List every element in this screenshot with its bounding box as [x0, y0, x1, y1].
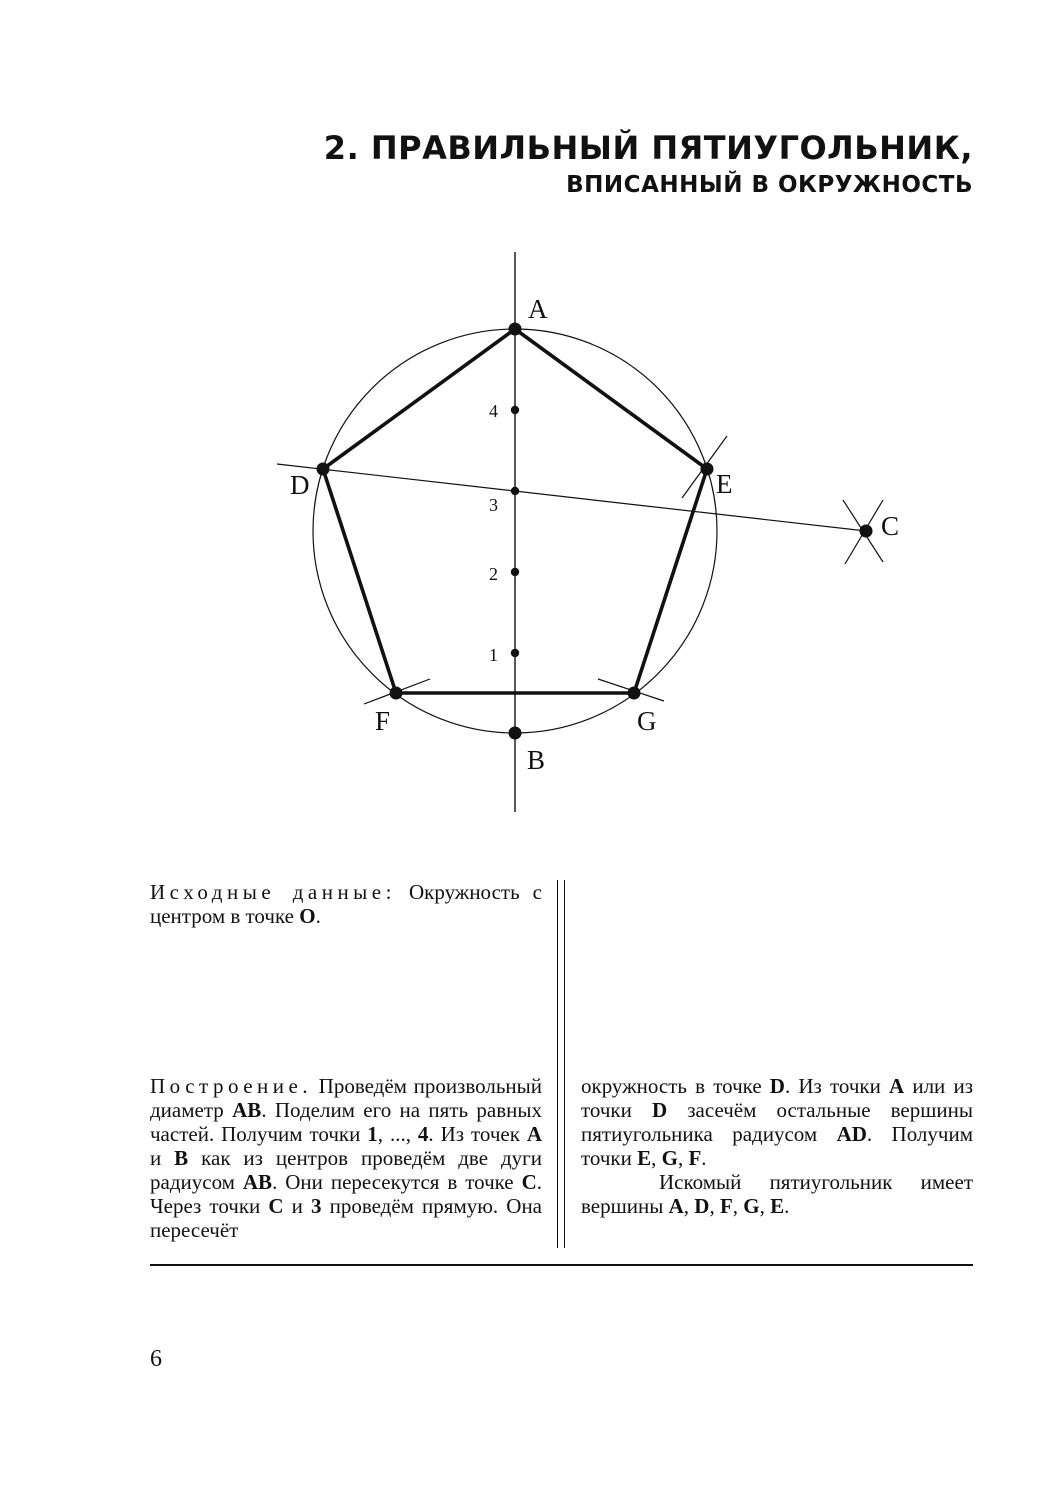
construction-continued	[581, 1074, 973, 1170]
point-g	[628, 687, 641, 700]
construction-paragraph	[150, 1074, 542, 1242]
point-d	[317, 463, 330, 476]
point-a	[509, 323, 522, 336]
ref-c: C	[521, 1170, 537, 1194]
division-point-3	[511, 487, 519, 495]
label-g: G	[637, 706, 657, 736]
construction-text: как из центров проведём две дуги радиусом	[150, 1146, 542, 1194]
ref-d: D	[651, 1098, 668, 1122]
label-a: A	[528, 294, 548, 324]
ref-ad: AD	[836, 1122, 867, 1146]
construction-text: и	[283, 1194, 311, 1218]
result-text: ,	[759, 1194, 771, 1218]
ref-e: E	[770, 1194, 785, 1218]
line-c-through-3	[277, 464, 866, 531]
point-e	[701, 463, 714, 476]
ref-a: A	[668, 1194, 684, 1218]
label-e: E	[716, 469, 733, 499]
initial-data-paragraph	[150, 880, 542, 928]
ref-e: E	[637, 1146, 652, 1170]
point-c	[860, 525, 873, 538]
construction-text: или из точки	[581, 1074, 973, 1122]
construction-text: и	[150, 1146, 175, 1170]
label-c: C	[881, 511, 900, 541]
division-point-4	[511, 406, 519, 414]
construction-text: . Из точки	[784, 1074, 890, 1098]
ref-g: G	[743, 1194, 760, 1218]
point-o-ref: O	[299, 904, 316, 928]
page-title: 2. ПРАВИЛЬНЫЙ ПЯТИУГОЛЬНИК,	[323, 129, 973, 167]
initial-data-text: Окружность с центром в точке	[150, 880, 543, 928]
result-sentence	[581, 1170, 973, 1218]
label-d: D	[290, 470, 310, 500]
result-text: .	[784, 1194, 790, 1218]
result-text: ,	[709, 1194, 720, 1218]
bottom-rule	[150, 1264, 973, 1266]
construction-text: . Они пересекутся в точке	[272, 1170, 522, 1194]
ref-d: D	[694, 1194, 710, 1218]
construction-text: . Поделим его на пять равных частей. Получим точки	[150, 1098, 542, 1146]
ref-3: 3	[311, 1194, 322, 1218]
ref-f: F	[719, 1194, 733, 1218]
ref-c: C	[268, 1194, 284, 1218]
construction-text: Проведём произвольный диаметр	[150, 1074, 542, 1122]
initial-data-heading: Исходные данные:	[150, 880, 396, 904]
ref-a: A	[889, 1074, 905, 1098]
page-subtitle: ВПИСАННЫЙ В ОКРУЖНОСТЬ	[566, 172, 973, 198]
ref-4: 4	[417, 1122, 429, 1146]
construction-text: . Через точки	[150, 1170, 542, 1218]
point-b	[509, 727, 522, 740]
construction-text: , ...,	[377, 1122, 418, 1146]
construction-text: .	[701, 1146, 707, 1170]
division-point-1	[511, 649, 519, 657]
column-divider-right	[564, 880, 565, 1248]
label-2: 2	[489, 564, 498, 584]
result-text: Искомый пятиугольник имеет вершины	[581, 1170, 973, 1218]
label-f: F	[375, 706, 391, 736]
label-b: B	[527, 745, 546, 775]
column-divider-left	[557, 880, 558, 1248]
point-f	[390, 687, 403, 700]
construction-text: засечём остальные вершины пятиугольника радиусом	[581, 1098, 973, 1146]
ref-1: 1	[367, 1122, 378, 1146]
division-point-2	[511, 568, 519, 576]
construction-text: ,	[651, 1146, 662, 1170]
label-1: 1	[489, 645, 498, 665]
construction-text: . Из точек	[428, 1122, 527, 1146]
label-3: 3	[489, 495, 498, 515]
result-text: ,	[683, 1194, 695, 1218]
ref-a: A	[526, 1122, 543, 1146]
construction-continued-paragraph	[581, 1074, 973, 1218]
ref-ab: AB	[232, 1098, 262, 1122]
ref-b: B	[174, 1146, 189, 1170]
label-4: 4	[489, 401, 498, 421]
ref-g: G	[661, 1146, 678, 1170]
construction-text: проведём прямую. Она пересечёт	[150, 1194, 542, 1242]
construction-text: ,	[677, 1146, 689, 1170]
ref-d: D	[769, 1074, 785, 1098]
result-text: ,	[732, 1194, 744, 1218]
construction-text: . Получим точки	[581, 1122, 973, 1170]
page-number: 6	[150, 1346, 162, 1372]
construction-text: окружность в точке	[581, 1074, 770, 1098]
construction-heading: Построение.	[150, 1074, 313, 1098]
ref-f: F	[688, 1146, 702, 1170]
initial-data-end: .	[315, 904, 321, 928]
ref-ab: AB	[242, 1170, 273, 1194]
